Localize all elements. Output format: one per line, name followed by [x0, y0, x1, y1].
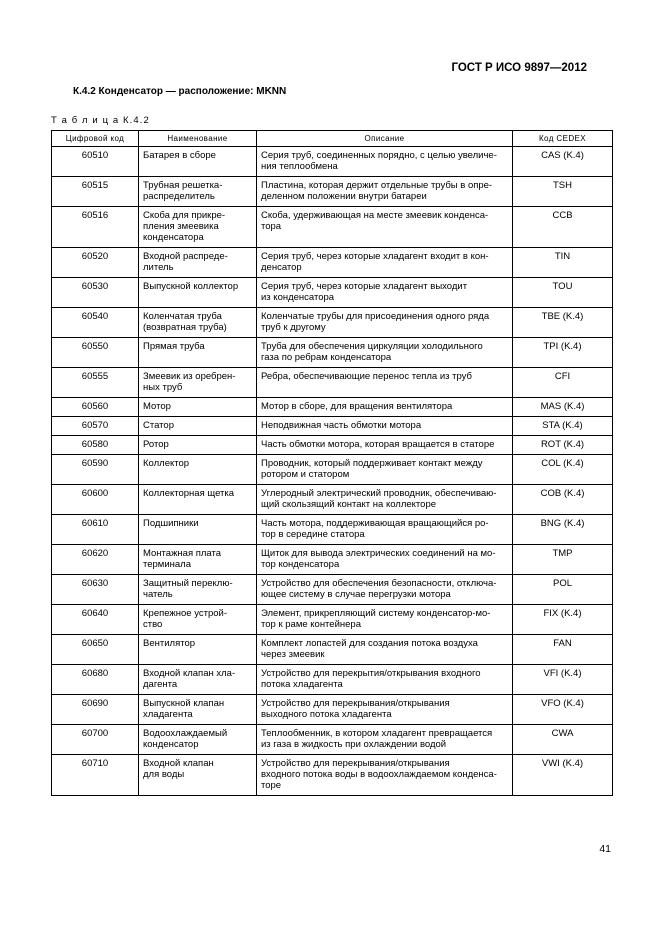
cell-description: Устройство для перекрывания/открывания входного потока воды в водоохлаждаемом конденса- торе — [257, 755, 513, 796]
cell-description: Теплообменник, в котором хладагент превращается из газа в жидкость при охлаждении водой — [257, 725, 513, 755]
cell-name: Вентилятор — [139, 635, 257, 665]
table-row — [52, 308, 613, 338]
table-row — [52, 207, 613, 248]
cell-name: Выпускной коллектор — [139, 278, 257, 308]
table-row — [52, 545, 613, 575]
table-row — [52, 398, 613, 417]
table-row — [52, 248, 613, 278]
cell-description: Скоба, удерживающая на месте змеевик конденса- тора — [257, 207, 513, 248]
cell-name: Трубная решетка- распределитель — [139, 177, 257, 207]
table-row — [52, 695, 613, 725]
cell-cedex: TSH — [513, 177, 613, 207]
cell-code: 60510 — [52, 147, 139, 177]
cell-description: Часть обмотки мотора, которая вращается в статоре — [257, 436, 513, 455]
cell-description: Устройство для перекрывания/открывания выходного потока хладагента — [257, 695, 513, 725]
cell-code: 60700 — [52, 725, 139, 755]
table-row — [52, 417, 613, 436]
cell-code: 60580 — [52, 436, 139, 455]
table-row — [52, 177, 613, 207]
cell-cedex: STA (K.4) — [513, 417, 613, 436]
cell-name: Защитный переклю- чатель — [139, 575, 257, 605]
cell-name: Мотор — [139, 398, 257, 417]
cell-code: 60710 — [52, 755, 139, 796]
table-row — [52, 635, 613, 665]
cell-description: Часть мотора, поддерживающая вращающийся ро- тор в середине статора — [257, 515, 513, 545]
cell-name: Подшипники — [139, 515, 257, 545]
cell-code: 60630 — [52, 575, 139, 605]
cell-description: Устройство для обеспечения безопасности, отключа- ющее систему в случае перегрузки мотора — [257, 575, 513, 605]
cell-code: 60590 — [52, 455, 139, 485]
cell-description: Пластина, которая держит отдельные трубы в опре- деленном положении внутри батареи — [257, 177, 513, 207]
cell-description: Серия труб, соединенных порядно, с целью увеличе- ния теплообмена — [257, 147, 513, 177]
cell-code: 60680 — [52, 665, 139, 695]
cell-code: 60560 — [52, 398, 139, 417]
cell-cedex: VFI (K.4) — [513, 665, 613, 695]
page-number: 41 — [599, 843, 611, 855]
table-row — [52, 368, 613, 398]
cell-description: Коленчатые трубы для присоединения одного ряда труб к другому — [257, 308, 513, 338]
cell-cedex: FAN — [513, 635, 613, 665]
cell-cedex: TMP — [513, 545, 613, 575]
table-row — [52, 436, 613, 455]
cell-code: 60570 — [52, 417, 139, 436]
cell-name: Ротор — [139, 436, 257, 455]
cell-code: 60650 — [52, 635, 139, 665]
cell-cedex: CCB — [513, 207, 613, 248]
cell-code: 60690 — [52, 695, 139, 725]
cell-code: 60610 — [52, 515, 139, 545]
cell-name: Выпускной клапан хладагента — [139, 695, 257, 725]
cell-code: 60555 — [52, 368, 139, 398]
cell-description: Серия труб, через которые хладагент входит в кон- денсатор — [257, 248, 513, 278]
cell-name: Прямая труба — [139, 338, 257, 368]
cell-name: Коллекторная щетка — [139, 485, 257, 515]
cell-description: Устройство для перекрытия/открывания входного потока хладагента — [257, 665, 513, 695]
cell-name: Монтажная плата терминала — [139, 545, 257, 575]
cell-code: 60530 — [52, 278, 139, 308]
cell-name: Водоохлаждаемый конденсатор — [139, 725, 257, 755]
cell-code: 60515 — [52, 177, 139, 207]
cell-description: Углеродный электрический проводник, обеспечиваю- щий скользящий контакт на коллекторе — [257, 485, 513, 515]
table-row — [52, 515, 613, 545]
cell-cedex: CWA — [513, 725, 613, 755]
cell-cedex: TBE (K.4) — [513, 308, 613, 338]
table-row — [52, 485, 613, 515]
cell-cedex: FIX (K.4) — [513, 605, 613, 635]
cell-name: Входной клапан хла- дагента — [139, 665, 257, 695]
cell-name: Змеевик из оребрен- ных труб — [139, 368, 257, 398]
cell-cedex: POL — [513, 575, 613, 605]
cell-name: Коллектор — [139, 455, 257, 485]
table-row — [52, 755, 613, 796]
cell-name: Входной распреде- литель — [139, 248, 257, 278]
column-header-cedex: Код CEDEX — [513, 131, 613, 147]
table-body — [52, 147, 613, 796]
cell-cedex: ROT (K.4) — [513, 436, 613, 455]
table-row — [52, 665, 613, 695]
table-row — [52, 575, 613, 605]
cell-name: Батарея в сборе — [139, 147, 257, 177]
table-row — [52, 725, 613, 755]
cell-code: 60550 — [52, 338, 139, 368]
cell-code: 60516 — [52, 207, 139, 248]
cell-description: Проводник, который поддерживает контакт между ротором и статором — [257, 455, 513, 485]
column-header-description: Описание — [257, 131, 513, 147]
table-row — [52, 147, 613, 177]
cell-description: Комплект лопастей для создания потока воздуха через змеевик — [257, 635, 513, 665]
cell-code: 60640 — [52, 605, 139, 635]
cell-cedex: TPI (K.4) — [513, 338, 613, 368]
cell-description: Серия труб, через которые хладагент выходит из конденсатора — [257, 278, 513, 308]
cell-cedex: TIN — [513, 248, 613, 278]
cell-name: Статор — [139, 417, 257, 436]
table-row — [52, 605, 613, 635]
cell-code: 60620 — [52, 545, 139, 575]
cell-cedex: TOU — [513, 278, 613, 308]
column-header-name: Наименование — [139, 131, 257, 147]
table-label: Т а б л и ц а К.4.2 — [51, 115, 150, 126]
cell-name: Крепежное устрой- ство — [139, 605, 257, 635]
table-row — [52, 338, 613, 368]
cell-cedex: MAS (K.4) — [513, 398, 613, 417]
document-code: ГОСТ Р ИСО 9897—2012 — [451, 62, 587, 74]
cell-cedex: BNG (K.4) — [513, 515, 613, 545]
cell-code: 60540 — [52, 308, 139, 338]
cell-description: Ребра, обеспечивающие перенос тепла из труб — [257, 368, 513, 398]
section-title: К.4.2 Конденсатор — расположение: MKNN — [73, 86, 287, 97]
cell-description: Мотор в сборе, для вращения вентилятора — [257, 398, 513, 417]
cell-cedex: VFO (K.4) — [513, 695, 613, 725]
cell-description: Щиток для вывода электрических соединений на мо- тор конденсатора — [257, 545, 513, 575]
table-header-row — [52, 131, 613, 147]
cell-cedex: VWI (K.4) — [513, 755, 613, 796]
cell-cedex: COL (K.4) — [513, 455, 613, 485]
components-table — [51, 130, 613, 796]
cell-cedex: CAS (K.4) — [513, 147, 613, 177]
cell-code: 60520 — [52, 248, 139, 278]
cell-name: Коленчатая труба (возвратная труба) — [139, 308, 257, 338]
cell-code: 60600 — [52, 485, 139, 515]
cell-description: Неподвижная часть обмотки мотора — [257, 417, 513, 436]
cell-cedex: CFI — [513, 368, 613, 398]
column-header-code: Цифровой код — [52, 131, 139, 147]
cell-cedex: COB (K.4) — [513, 485, 613, 515]
table-row — [52, 455, 613, 485]
cell-name: Скоба для прикре- пления змеевика конденсатора — [139, 207, 257, 248]
table-row — [52, 278, 613, 308]
cell-description: Элемент, прикрепляющий систему конденсатор-мо- тор к раме контейнера — [257, 605, 513, 635]
cell-name: Входной клапан для воды — [139, 755, 257, 796]
cell-description: Труба для обеспечения циркуляции холодильного газа по ребрам конденсатора — [257, 338, 513, 368]
